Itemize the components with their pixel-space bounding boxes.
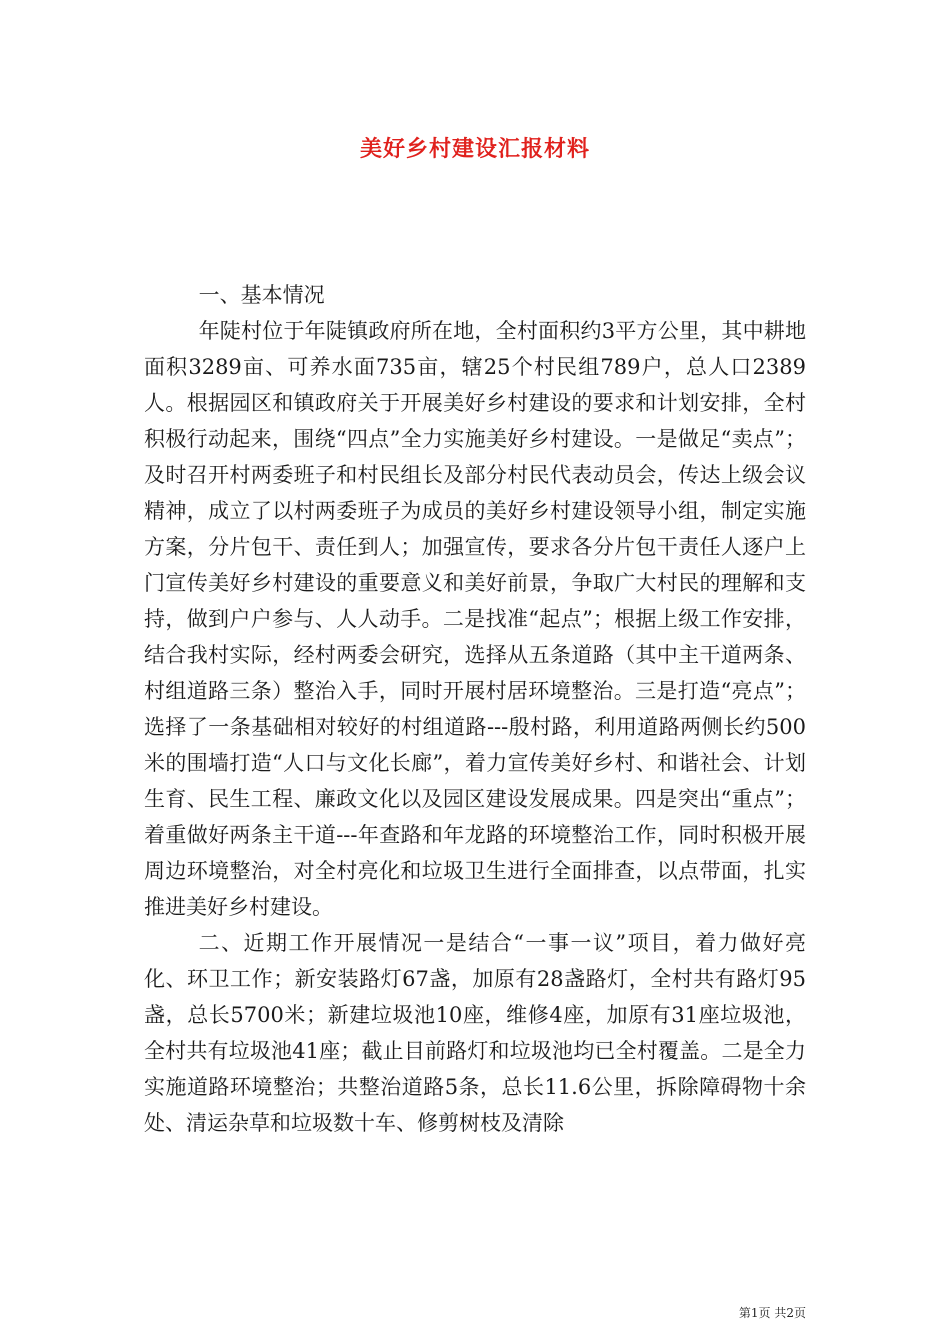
section-heading: 一、基本情况 xyxy=(198,283,325,307)
document-title: 美好乡村建设汇报材料 xyxy=(359,136,590,162)
paragraph-recent-work: 二、近期工作开展情况一是结合“一事一议”项目，着力做好亮化、环卫工作；新安装路灯67盏，加原有28盏路灯，全村共有路灯95盏，总长5700米；新建垃圾池10座，维修4座，加原有31座垃圾池，全村共有垃圾池41座；截止目前路灯和垃圾池均已全村覆盖。二是全力实施道路环境整治；共整治道路5条，总长11.6公里，拆除障碍物十余处、清运杂草和垃圾数十车、修剪树枝及清除 xyxy=(144,931,806,1135)
document-body xyxy=(144,277,806,1141)
page-number: 第1页 共2页 xyxy=(738,1306,806,1320)
paragraph-basic-situation: 年陡村位于年陡镇政府所在地，全村面积约3平方公里，其中耕地面积3289亩、可养水面735亩，辖25个村民组789户，总人口2389人。根据园区和镇政府关于开展美好乡村建设的要求和计划安排，全村积极行动起来，围绕“四点”全力实施美好乡村建设。一是做足“卖点”；及时召开村两委班子和村民组长及部分村民代表动员会，传达上级会议精神，成立了以村两委班子为成员的美好乡村建设领导小组，制定实施方案，分片包干、责任到人；加强宣传，要求各分片包干责任人逐户上门宣传美好乡村建设的重要意义和美好前景，争取广大村民的理解和支持，做到户户参与、人人动手。二是找准“起点”；根据上级工作安排，结合我村实际，经村两委会研究，选择从五条道路（其中主干道两条、村组道路三条）整治入手，同时开展村居环境整治。三是打造“亮点”；选择了一条基础相对较好的村组道路---殷村路，利用道路两侧长约500米的围墙打造“人口与文化长廊”，着力宣传美好乡村、和谐社会、计划生育、民生工程、廉政文化以及园区建设发展成果。四是突出“重点”；着重做好两条主干道---年查路和年龙路的环境整治工作，同时积极开展周边环境整治，对全村亮化和垃圾卫生进行全面排查，以点带面，扎实推进美好乡村建设。 xyxy=(144,319,806,919)
